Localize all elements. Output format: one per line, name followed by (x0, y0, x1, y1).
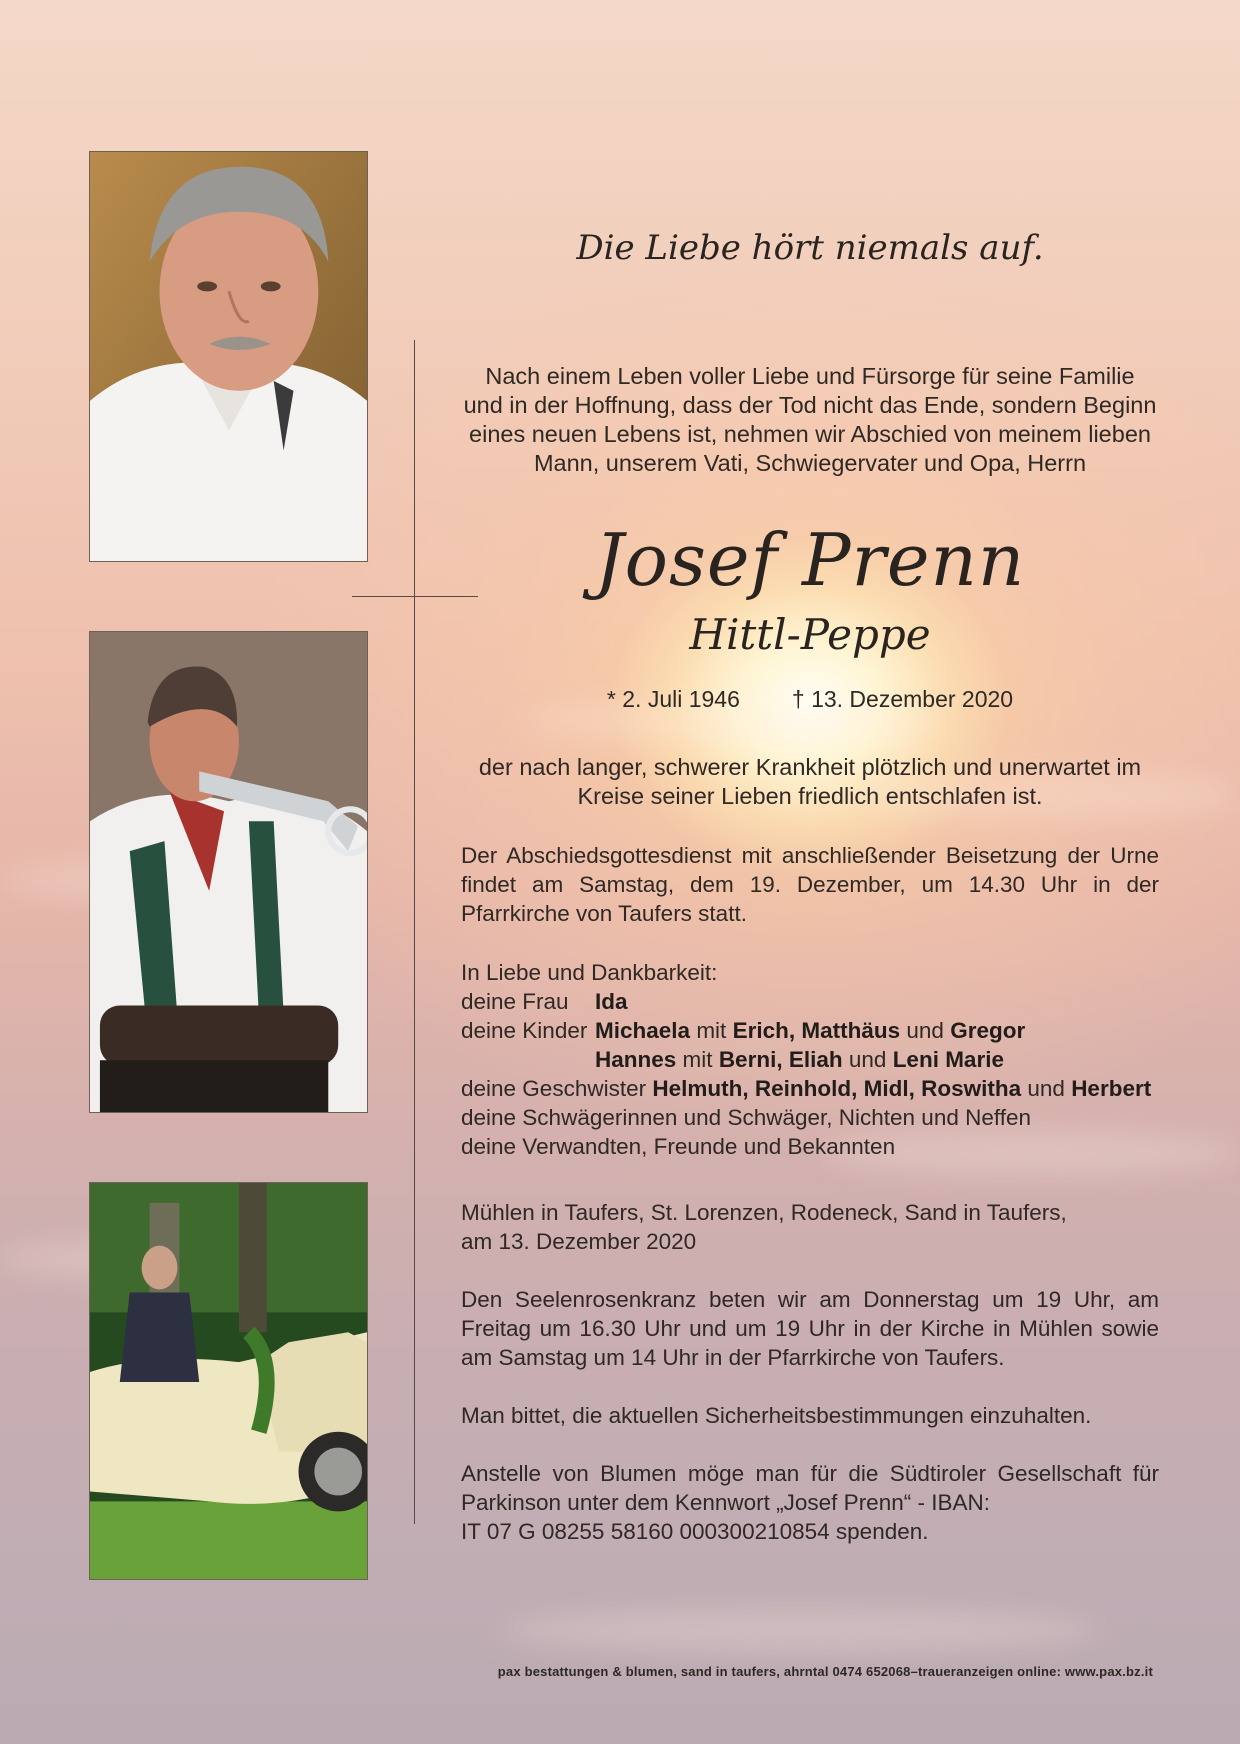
trumpet-player-photo (89, 631, 368, 1113)
places-date: Mühlen in Taufers, St. Lorenzen, Rodeneck, Sand in Taufers, am 13. Dezember 2020 (461, 1200, 1067, 1254)
motto: Die Liebe hört niemals auf. (576, 228, 1044, 268)
nickname: Hittl-Peppe (689, 610, 931, 659)
life-dates (460, 686, 1160, 713)
portrait-photo (89, 151, 368, 562)
deceased-name: Josef Prenn (594, 518, 1026, 602)
footer-funeral-home: pax bestattungen & blumen, sand in taufers, ahrntal 0474 652068–traueranzeigen online: www.pax.bz.it (497, 1664, 1153, 1679)
rosary-notice: Den Seelenrosenkranz beten wir am Donnerstag um 19 Uhr, am Freitag um 16.30 Uhr und um 19 Uhr in der Kirche in Mühlen sowie am Samstag um 14 Uhr in der Pfarrkirche von Taufers. (461, 1287, 1159, 1370)
birth-date: * 2. Juli 1946 (606, 686, 740, 712)
family-list: In Liebe und Dankbarkeit: deine Frau Ida deine Kinder Michaela mit Erich, Matthäus und Gregor Hannes mit Berni, Eliah und Leni Marie deine Geschwister Helmuth, Reinhold, Midl, Roswitha und Herbert deine Schwägerinnen und Schwäger, Nichten und Neffen deine Verwandten, Freunde und Bekannten (461, 960, 1152, 1159)
donation-notice: Anstelle von Blumen möge man für die Südtiroler Gesellschaft für Parkinson unter dem Kennwort „Josef Prenn“ - IBAN: IT 07 G 08255 58160 000300210854 spenden. (461, 1461, 1159, 1544)
intro-text: Nach einem Leben voller Liebe und Fürsorge für seine Familie und in der Hoffnung, dass der Tod nicht das Ende, sondern Beginn eines neuen Lebens ist, nehmen wir Abschied von meinem lieben Mann, unserem Vati, Schwiegervater und Opa, Herrn (463, 363, 1157, 476)
death-date: † 13. Dezember 2020 (791, 686, 1014, 712)
cross-vertical-line (414, 340, 415, 1524)
service-notice: Der Abschiedsgottesdienst mit anschließender Beisetzung der Urne findet am Samstag, dem 19. Dezember, um 14.30 Uhr in der Pfarrkirche von Taufers statt. (461, 843, 1159, 926)
death-text: der nach langer, schwerer Krankheit plötzlich und unerwartet im Kreise seiner Lieben friedlich entschlafen ist. (478, 754, 1142, 809)
vintage-car-photo (89, 1182, 368, 1580)
safety-notice: Man bittet, die aktuellen Sicherheitsbestimmungen einzuhalten. (461, 1403, 1092, 1428)
